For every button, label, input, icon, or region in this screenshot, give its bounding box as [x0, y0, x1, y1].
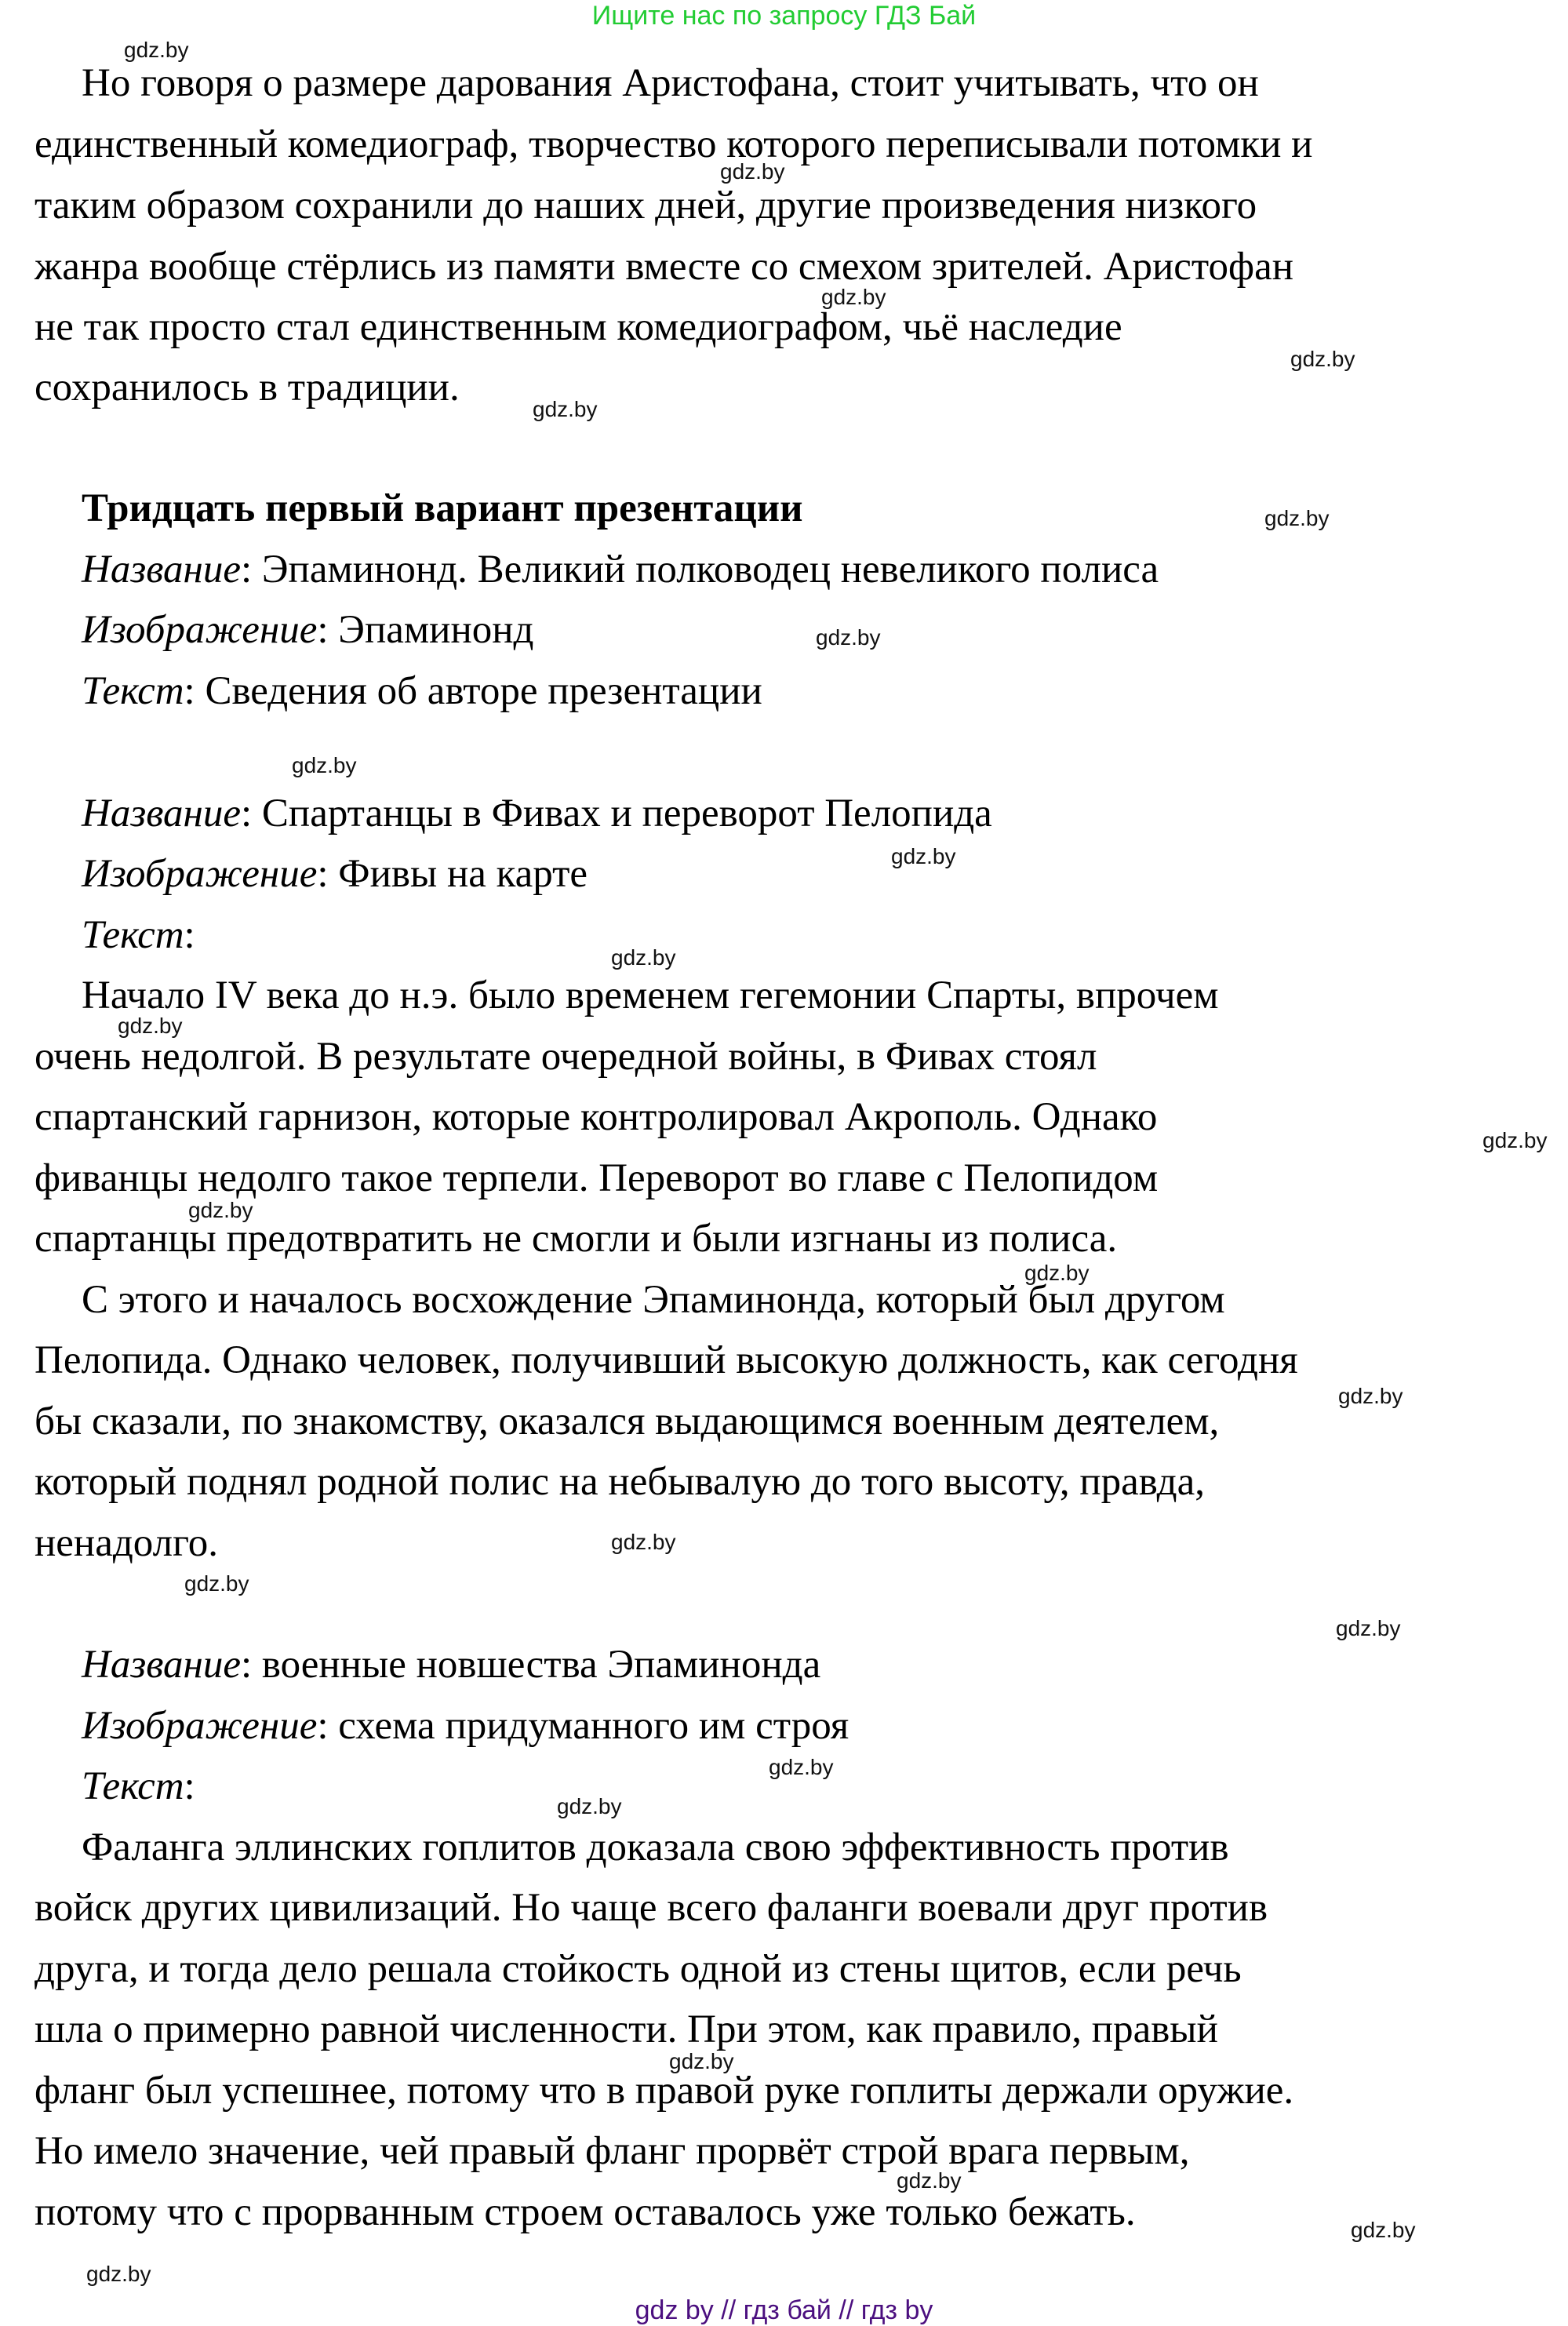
slide-3-image-value: схема придуманного им строя	[338, 1704, 849, 1748]
slide-1-image	[82, 606, 534, 653]
slide-1-name-value: Эпаминонд. Великий полководец невеликого полиса	[261, 548, 1159, 592]
name-label: Название	[82, 548, 241, 592]
slide-2-image	[82, 850, 588, 897]
watermark: gdz.by	[533, 397, 598, 421]
body-line: спартанцы предотвратить не смогли и были изгнаны из полиса.	[35, 1217, 1118, 1261]
body-line: шла о примерно равной численности. При этом, как правило, правый	[35, 2007, 1218, 2051]
watermark: gdz.by	[1264, 506, 1330, 530]
intro-line: не так просто стал единственным комедиографом, чьё наследие	[35, 305, 1122, 349]
watermark: gdz.by	[720, 159, 785, 184]
body-line: друга, и тогда дело решала стойкость одной из стены щитов, если речь	[35, 1947, 1242, 1991]
watermark: gdz.by	[118, 1014, 183, 1038]
watermark: gdz.by	[611, 945, 676, 970]
intro-line: таким образом сохранили до наших дней, другие произведения низкого	[35, 184, 1257, 228]
colon: :	[317, 1704, 329, 1748]
text-label: Текст	[82, 913, 184, 957]
section-title	[82, 485, 803, 532]
colon: :	[317, 852, 329, 896]
slide-1-name	[82, 546, 1159, 593]
name-label: Название	[82, 792, 241, 835]
text-label: Текст	[82, 669, 184, 713]
watermark: gdz.by	[611, 1530, 676, 1554]
body-line: потому что с прорванным строем оставалось уже только бежать.	[35, 2190, 1136, 2234]
footer-links[interactable]: gdz by // гдз бай // гдз by	[635, 2295, 933, 2325]
slide-1-image-value: Эпаминонд	[338, 608, 534, 652]
body-line: Пелопида. Однако человек, получивший высокую должность, как сегодня	[35, 1338, 1298, 1382]
slide-2-text	[82, 912, 195, 959]
watermark: gdz.by	[1290, 347, 1355, 371]
image-label: Изображение	[82, 852, 318, 896]
colon: :	[317, 608, 329, 652]
slide-3-name	[82, 1641, 820, 1688]
body-line: С этого и началось восхождение Эпаминонда, который был другом	[82, 1278, 1225, 1322]
section-title-text: Тридцать первый вариант презентации	[82, 486, 803, 530]
watermark: gdz.by	[1336, 1616, 1401, 1640]
watermark: gdz.by	[292, 753, 357, 777]
watermark: gdz.by	[769, 1755, 834, 1779]
slide-3-text	[82, 1763, 195, 1810]
body-line: Начало IV века до н.э. было временем гегемонии Спарты, впрочем	[82, 974, 1219, 1017]
watermark: gdz.by	[669, 2049, 734, 2073]
body-line: фланг был успешнее, потому что в правой руке гоплиты держали оружие.	[35, 2069, 1294, 2113]
watermark: gdz.by	[86, 2262, 151, 2286]
name-label: Название	[82, 1643, 241, 1687]
slide-1-text-value: Сведения об авторе презентации	[205, 669, 762, 713]
body-line: очень недолгой. В результате очередной войны, в Фивах стоял	[35, 1035, 1097, 1079]
watermark: gdz.by	[897, 2168, 962, 2193]
body-line: Фаланга эллинских гоплитов доказала свою эффективность против	[82, 1825, 1229, 1869]
body-line: войск других цивилизаций. Но чаще всего фаланги воевали друг против	[35, 1886, 1268, 1930]
watermark: gdz.by	[124, 38, 189, 62]
slide-1-text	[82, 668, 762, 715]
image-label: Изображение	[82, 1704, 318, 1748]
body-line: который поднял родной полис на небывалую до того высоту, правда,	[35, 1460, 1205, 1504]
watermark: gdz.by	[821, 285, 886, 309]
watermark: gdz.by	[557, 1794, 622, 1818]
watermark: gdz.by	[816, 625, 881, 650]
intro-line: единственный комедиограф, творчество которого переписывали потомки и	[35, 122, 1313, 166]
body-line: фиванцы недолго такое терпели. Переворот во главе с Пелопидом	[35, 1156, 1159, 1200]
search-banner[interactable]: Ищите нас по запросу ГДЗ Бай	[591, 1, 977, 31]
watermark: gdz.by	[1351, 2218, 1416, 2242]
intro-line: сохранилось в традиции.	[35, 366, 460, 410]
watermark: gdz.by	[891, 844, 956, 868]
colon: :	[184, 1764, 195, 1808]
colon: :	[184, 669, 195, 713]
slide-2-name	[82, 790, 992, 837]
colon: :	[240, 548, 253, 592]
watermark: gdz.by	[1338, 1384, 1403, 1408]
body-line: бы сказали, по знакомству, оказался выдающимся военным деятелем,	[35, 1400, 1220, 1443]
slide-3-name-value: военные новшества Эпаминонда	[261, 1643, 821, 1687]
slide-2-image-value: Фивы на карте	[338, 852, 588, 896]
slide-2-name-value: Спартанцы в Фивах и переворот Пелопида	[261, 792, 992, 835]
text-label: Текст	[82, 1764, 184, 1808]
image-label: Изображение	[82, 608, 318, 652]
watermark: gdz.by	[184, 1571, 249, 1596]
body-line: ненадолго.	[35, 1521, 218, 1565]
slide-3-image	[82, 1702, 849, 1749]
body-line: спартанский гарнизон, которые контролировал Акрополь. Однако	[35, 1095, 1158, 1139]
intro-line: Но говоря о размере дарования Аристофана, стоит учитывать, что он	[82, 61, 1259, 105]
colon: :	[184, 913, 195, 957]
watermark: gdz.by	[1024, 1261, 1090, 1285]
colon: :	[240, 792, 253, 835]
intro-line: жанра вообще стёрлись из памяти вместе со смехом зрителей. Аристофан	[35, 245, 1294, 289]
body-line: Но имело значение, чей правый фланг прорвёт строй врага первым,	[35, 2129, 1190, 2173]
watermark: gdz.by	[1483, 1128, 1548, 1152]
colon: :	[240, 1643, 253, 1687]
watermark: gdz.by	[188, 1198, 253, 1222]
